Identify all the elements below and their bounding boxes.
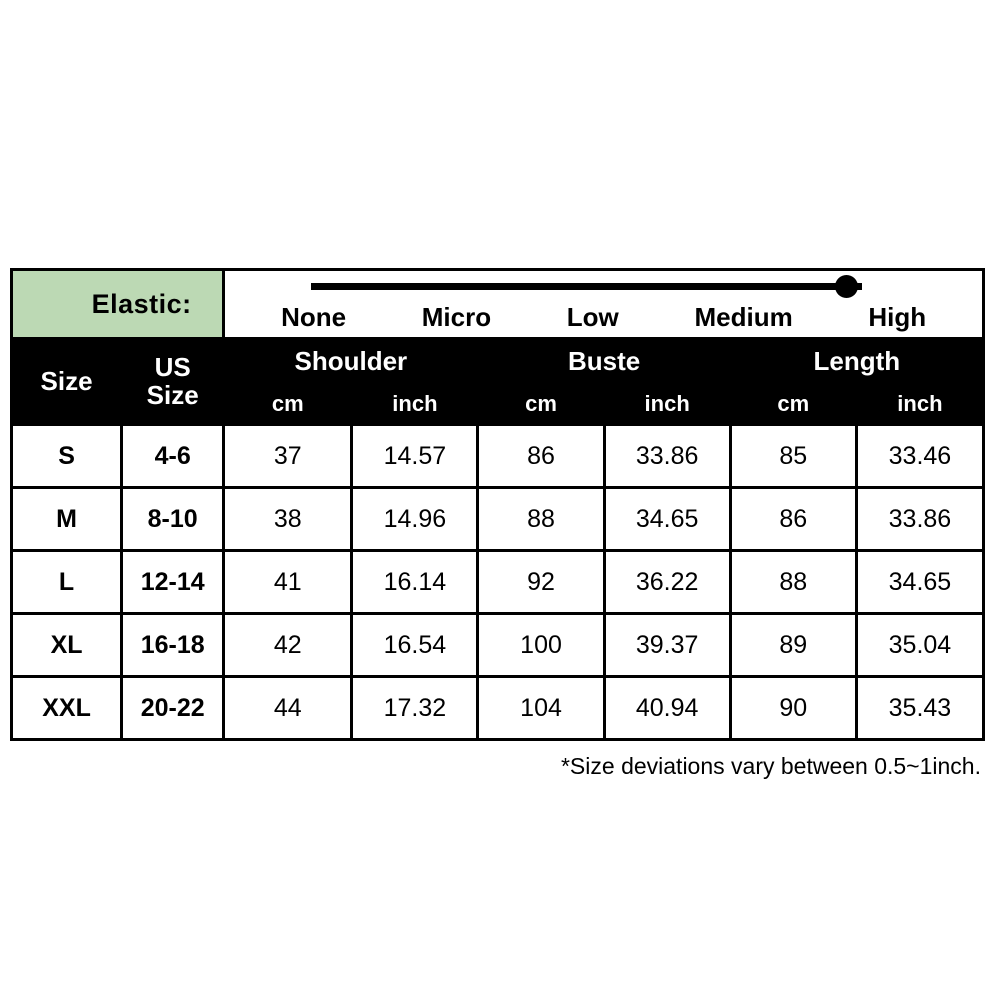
header-us-size-line1: US xyxy=(154,352,191,383)
table-row xyxy=(12,488,984,551)
header-buste: Buste xyxy=(478,339,730,384)
cell-buste-cm: 104 xyxy=(478,677,604,740)
cell-us-size: 12-14 xyxy=(122,551,224,614)
elastic-row xyxy=(12,270,984,339)
group-header-row xyxy=(12,339,984,384)
cell-buste-in: 40.94 xyxy=(604,677,730,740)
size-chart-container xyxy=(10,268,985,780)
cell-shoulder-cm: 41 xyxy=(224,551,352,614)
cell-length-in: 33.46 xyxy=(856,425,983,488)
cell-length-cm: 85 xyxy=(730,425,856,488)
cell-shoulder-in: 14.96 xyxy=(352,488,478,551)
header-shoulder: Shoulder xyxy=(224,339,478,384)
header-us-size-line2: Size xyxy=(146,379,199,410)
header-length-inch: inch xyxy=(856,384,983,425)
cell-size: S xyxy=(12,425,122,488)
table-row xyxy=(12,425,984,488)
cell-us-size: 16-18 xyxy=(122,614,224,677)
header-length-cm: cm xyxy=(730,384,856,425)
cell-buste-in: 33.86 xyxy=(604,425,730,488)
cell-shoulder-in: 17.32 xyxy=(352,677,478,740)
size-chart-table xyxy=(10,268,985,741)
elastic-label: Elastic: xyxy=(12,270,224,339)
cell-size: M xyxy=(12,488,122,551)
cell-buste-cm: 100 xyxy=(478,614,604,677)
table-row xyxy=(12,677,984,740)
header-buste-cm: cm xyxy=(478,384,604,425)
cell-shoulder-in: 14.57 xyxy=(352,425,478,488)
cell-shoulder-cm: 42 xyxy=(224,614,352,677)
cell-length-in: 35.04 xyxy=(856,614,983,677)
cell-length-cm: 89 xyxy=(730,614,856,677)
elastic-scale-labels xyxy=(225,302,982,333)
cell-buste-in: 36.22 xyxy=(604,551,730,614)
elastic-scale-knob-icon xyxy=(835,275,858,298)
cell-buste-in: 39.37 xyxy=(604,614,730,677)
table-row xyxy=(12,551,984,614)
cell-size: XXL xyxy=(12,677,122,740)
elastic-level-micro: Micro xyxy=(421,302,492,332)
cell-us-size: 8-10 xyxy=(122,488,224,551)
cell-length-cm: 86 xyxy=(730,488,856,551)
cell-shoulder-cm: 38 xyxy=(224,488,352,551)
header-shoulder-cm: cm xyxy=(224,384,352,425)
cell-us-size: 4-6 xyxy=(122,425,224,488)
table-row xyxy=(12,614,984,677)
elastic-scale-bar xyxy=(311,283,862,290)
header-size: Size xyxy=(12,339,122,425)
cell-size: L xyxy=(12,551,122,614)
cell-buste-in: 34.65 xyxy=(604,488,730,551)
cell-length-in: 35.43 xyxy=(856,677,983,740)
elastic-level-high: High xyxy=(868,302,927,332)
cell-length-in: 34.65 xyxy=(856,551,983,614)
cell-shoulder-cm: 37 xyxy=(224,425,352,488)
cell-length-in: 33.86 xyxy=(856,488,983,551)
header-us-size xyxy=(122,339,224,425)
cell-us-size: 20-22 xyxy=(122,677,224,740)
cell-length-cm: 90 xyxy=(730,677,856,740)
cell-length-cm: 88 xyxy=(730,551,856,614)
cell-buste-cm: 86 xyxy=(478,425,604,488)
cell-shoulder-in: 16.14 xyxy=(352,551,478,614)
cell-buste-cm: 88 xyxy=(478,488,604,551)
size-deviation-note: *Size deviations vary between 0.5~1inch. xyxy=(560,753,981,779)
elastic-level-none: None xyxy=(281,302,347,332)
elastic-level-medium: Medium xyxy=(694,302,793,332)
elastic-scale xyxy=(224,270,984,339)
header-length: Length xyxy=(730,339,983,384)
header-shoulder-inch: inch xyxy=(352,384,478,425)
cell-size: XL xyxy=(12,614,122,677)
header-buste-inch: inch xyxy=(604,384,730,425)
cell-shoulder-cm: 44 xyxy=(224,677,352,740)
cell-buste-cm: 92 xyxy=(478,551,604,614)
elastic-level-low: Low xyxy=(566,302,619,332)
cell-shoulder-in: 16.54 xyxy=(352,614,478,677)
